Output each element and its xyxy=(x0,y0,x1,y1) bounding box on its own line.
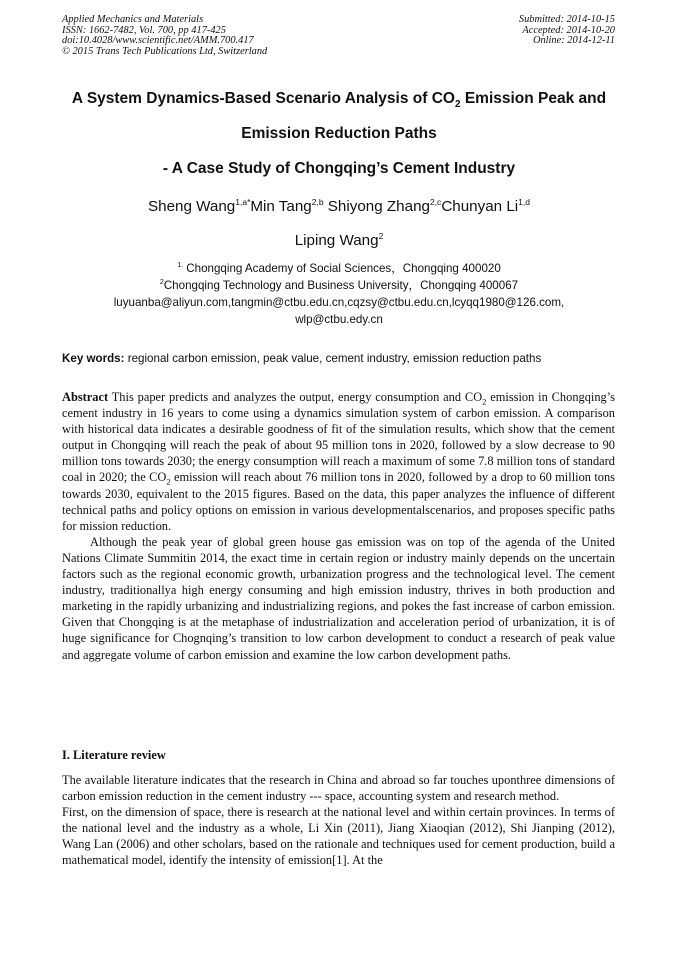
author-list: Sheng Wang$^{1,a*}$Min Tang$^{2,b}$ Shiyong Zhang$^{2,c}$Chunyan Li$^{1,d}$ xyxy=(148,196,530,215)
journal-name: Applied Mechanics and Materials xyxy=(62,14,204,25)
author-emails-line-2[interactable]: wlp@ctbu.edy.cn xyxy=(295,313,383,326)
abstract-label: Abstract xyxy=(62,390,109,404)
online-date: Online: 2014-12-11 xyxy=(532,35,615,47)
intro-paragraph: Although the peak year of global green house gas emission was on top of the agenda of the United Nations Climate Summitin 2014, the exact time in certain region or industry mainly depends on the uncertain factors such as the regional economic growth, urbanization progress and the technological level. The cement industry, traditionallya high energy consuming and high emission industry, thrives in both production and marketing in the rapidly urbanizing and industrializing regions, and pokes the fast increase of carbon emission. Given that Chongqing is at the metaphase of industrialization and acceleration period of urbanization, it is of huge significance for Chognqing’s transition to low carbon development to conduct a research of peak value and aggregate volume of carbon emission and examine the low carbon development paths. xyxy=(62,534,615,662)
journal-info xyxy=(62,15,267,57)
author-name: Sheng Wang xyxy=(148,198,236,215)
paper-title-line-1: A System Dynamics-Based Scenario Analysis of $CO_2$ Emission Peak and xyxy=(71,90,607,111)
body-paragraph: First, on the dimension of space, there is research at the national level and within certain provinces. In terms of the national level and the industry as a whole, Li Xin (2011), Jiang Xiaoqian (2012), Shi Jianping (2012), Wang Lan (2006) and other scholars, based on the rationale and techniques used for cement production, build a mathematical model, identify the intensity of emission[1]. At the xyxy=(62,805,615,868)
affiliation-2: $^2$Chongqing Technology and Business University，Chongqing 400067 xyxy=(159,279,519,292)
literature-review-body xyxy=(62,772,615,869)
keywords-label: Key words: xyxy=(62,352,125,365)
author-emails[interactable]: luyuanba@aliyun.com,tangmin@ctbu.edu.cn,cqzsy@ctbu.edu.cn,lcyqq1980@126.com, xyxy=(113,296,565,309)
section-heading: I. Literature review xyxy=(62,748,166,762)
abstract-section xyxy=(62,389,615,663)
abstract-paragraph: Abstract This paper predicts and analyzes the output, energy consumption and $CO_2$ emission in Chongqing’s cement industry in 16 years to come using a dynamics simulation system of carbon emission. A comparison with historical data indicates a desirable goodness of fit of the simulation results, which show that the cement output in Chongqing will reach the peak of about 95 million tons in 2020, followed by a slow decrease to 90 million tons towards 2030; the energy consumption will reach a maximum of some 7.8 million tons of standard coal in 2020; the $CO_2$ emission will reach about 76 million tons in 2020, followed by a drop to 60 million tons towards 2030, equivalent to the 2015 figures. Based on the data, this paper analyzes the influence of different technical paths and policy options on emission in various developmentalscenarios, and proposes specific paths for mission reduction. xyxy=(62,390,615,533)
submitted-date: Submitted: 2014-10-15 xyxy=(518,14,615,25)
affiliation-1: $^{1.}$ Chongqing Academy of Social Sciences，Chongqing 400020 xyxy=(177,262,501,275)
paper-title-line-2: Emission Reduction Paths xyxy=(241,125,437,142)
journal-copyright: © 2015 Trans Tech Publications Ltd, Switzerland xyxy=(62,45,268,57)
body-paragraph: The available literature indicates that the research in China and abroad so far touches uponthree dimensions of carbon emission reduction in the cement industry --- space, accounting system and research method. xyxy=(62,773,615,804)
keywords xyxy=(62,352,622,366)
author-name: Liping Wang xyxy=(294,232,379,249)
accepted-date: Accepted: 2014-10-20 xyxy=(522,24,615,36)
journal-issn: ISSN: 1662-7482, Vol. 700, pp 417-425 xyxy=(62,24,226,36)
author-name: Chunyan Li xyxy=(441,198,519,215)
submission-dates xyxy=(519,15,615,47)
paper-subtitle: - A Case Study of Chongqing’s Cement Industry xyxy=(162,160,516,177)
keywords-text: regional carbon emission, peak value, cement industry, emission reduction paths xyxy=(124,352,542,365)
journal-doi[interactable]: doi:10.4028/www.scientific.net/AMM.700.417 xyxy=(62,35,254,47)
author-name: Min Tang xyxy=(250,198,312,215)
author-list-line-2: Liping Wang$^2$ xyxy=(294,230,384,249)
author-name: Shiyong Zhang xyxy=(327,198,430,215)
